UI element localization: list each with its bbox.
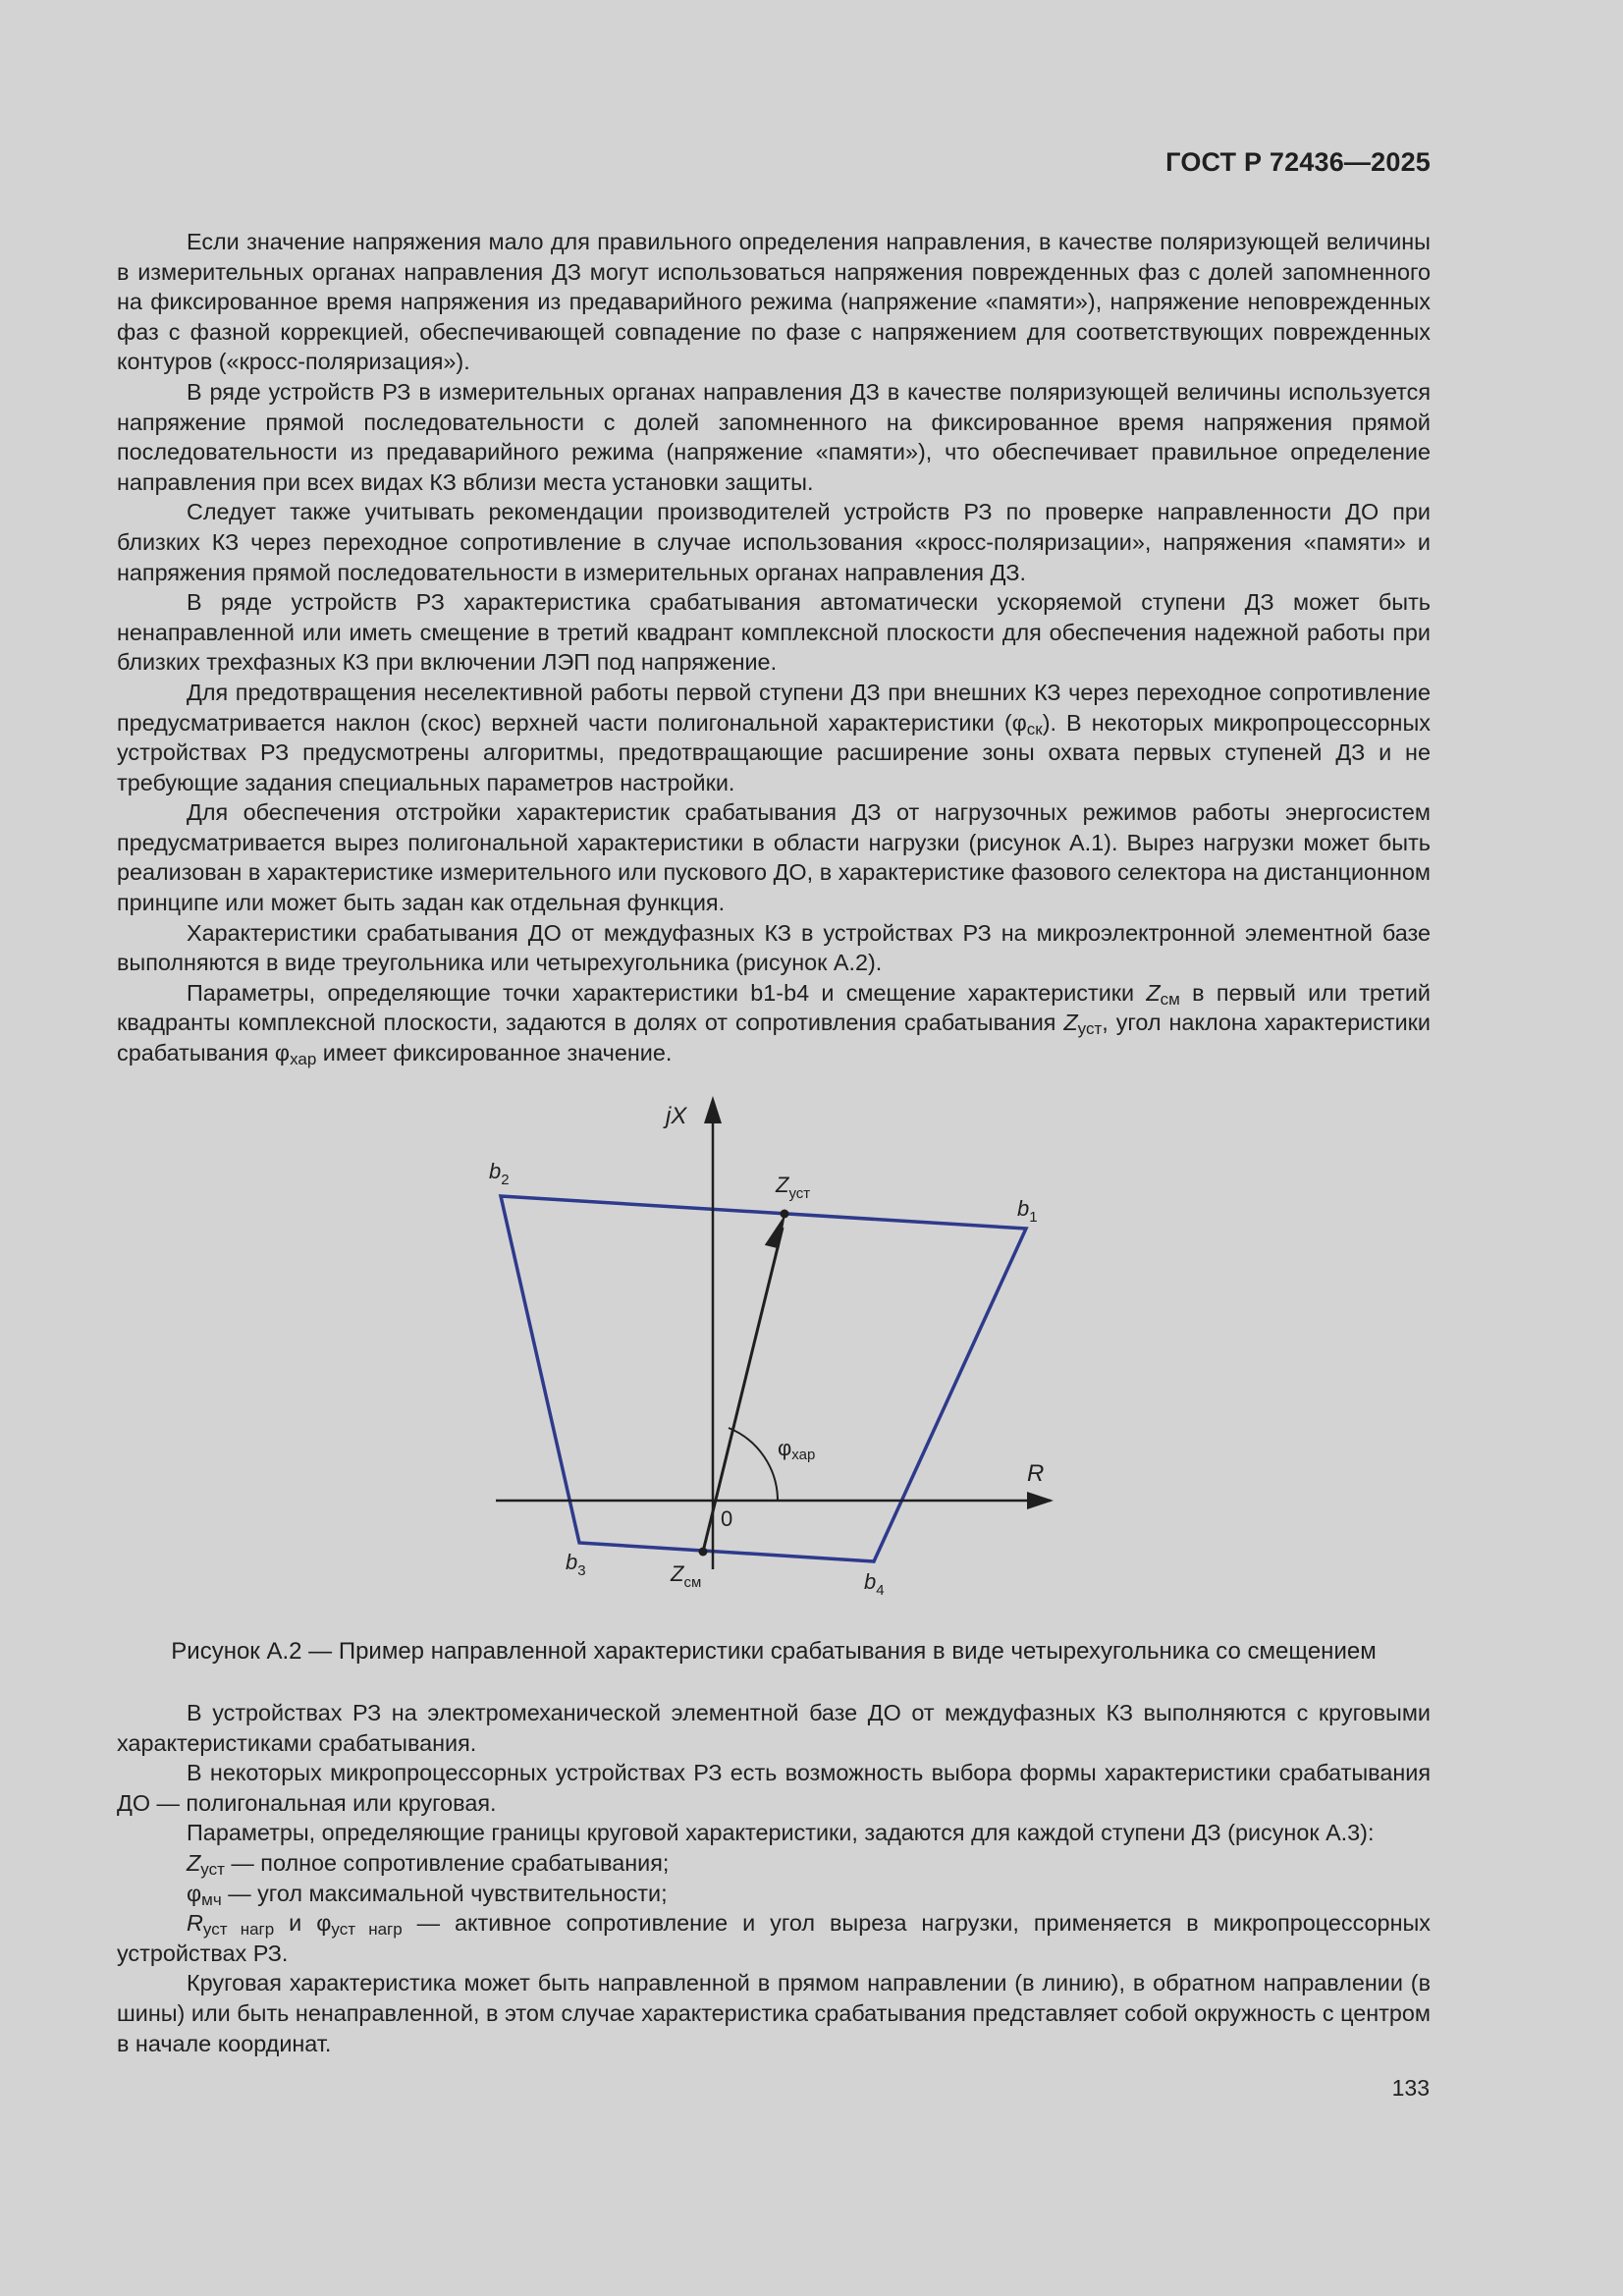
x-axis-label: R	[1027, 1460, 1045, 1487]
b4-label: $b_4$	[864, 1569, 885, 1599]
figure-caption: Рисунок А.2 — Пример направленной характеристики срабатывания в виде четырехугольника со смещением	[171, 1638, 1377, 1665]
list-item-rust: $R_{уст нагр}$ и $\varphi_{уст нагр}$ — активное сопротивление и угол выреза нагрузки, применяется в микропроцессорных устройствах РЗ.	[117, 1910, 1431, 1966]
list-item-zust: $Z_{уст}$ — полное сопротивление срабатывания;	[187, 1849, 670, 1879]
list-item-phimch: $\varphi_{мч}$ — угол максимальной чувствительности;	[187, 1880, 668, 1909]
paragraph-skos: Для предотвращения неселективной работы первой ступени ДЗ при внешних КЗ через переходное сопротивление предусматривается наклон (скос) верхней части полигональной характеристики $(\varphi_{ск})$. В некоторых микропроцессорных устройствах РЗ предусмотрены алгоритмы, предотвращающие расширение зоны охвата первых ступеней ДЗ и не требующие задания специальных параметров настройки.	[117, 679, 1431, 795]
phi-label: φхар	[778, 1436, 816, 1463]
paragraph: В ряде устройств РЗ в измерительных органах направления ДЗ в качестве поляризующей величины используется напряжение прямой последовательности с долей запомненного на фиксированное время напряжения прямой последовательности из предаварийного режима (напряжение «памяти»), что обеспечивает правильное определение направления при всех видах КЗ вблизи места установки защиты.	[117, 378, 1431, 495]
page-number: 133	[1391, 2075, 1430, 2101]
zust-label: $Z_{уст}$	[776, 1173, 811, 1202]
b1-label: $b_1$	[1017, 1196, 1038, 1226]
x-axis-arrow	[1027, 1492, 1054, 1509]
paragraph-params: Параметры, определяющие точки характеристики b1-b4 и смещение характеристики $Z_{см}$ в первый или третий квадранты комплексной плоскости, задаются в долях от сопротивления срабатывания $Z_{уст}$, угол наклона характеристики срабатывания $\varphi_{хар}$ имеет фиксированное значение.	[117, 979, 1431, 1069]
text-block-bottom	[117, 1698, 1431, 2058]
paragraph: В ряде устройств РЗ характеристика срабатывания автоматически ускоряемой ступени ДЗ может быть ненаправленной или иметь смещение в третий квадрант комплексной плоскости для обеспечения надежной работы при близких трехфазных КЗ при включении ЛЭП под напряжение.	[117, 589, 1431, 676]
b3-label: $b_3$	[566, 1550, 586, 1579]
paragraph: Следует также учитывать рекомендации производителей устройств РЗ по проверке направленности ДО при близких КЗ через переходное сопротивление в случае использования «кросс-поляризации», напряжения «памяти» и напряжения прямой последовательности в измерительных органах направления ДЗ.	[117, 499, 1431, 585]
b2-label: $b_2$	[489, 1159, 510, 1188]
zsm-point	[699, 1548, 708, 1557]
y-axis-arrow	[704, 1096, 722, 1123]
paragraph: В некоторых микропроцессорных устройствах РЗ есть возможность выбора формы характеристики срабатывания ДО — полигональная или круговая.	[117, 1760, 1431, 1816]
figure-svg	[471, 1088, 1080, 1609]
zust-point	[781, 1210, 789, 1219]
paragraph: Параметры, определяющие границы круговой характеристики, задаются для каждой ступени ДЗ (рисунок А.3):	[187, 1820, 1375, 1846]
characteristic-polygon	[501, 1196, 1026, 1561]
y-axis-label: jX	[666, 1103, 687, 1129]
zust-vector	[703, 1228, 783, 1552]
zsm-label: $Z_{см}$	[671, 1561, 702, 1591]
origin-label: 0	[721, 1506, 733, 1531]
paragraph: Если значение напряжения мало для правильного определения направления, в качестве поляризующей величины в измерительных органах направления ДЗ могут использоваться напряжения поврежденных фаз с долей запомненного на фиксированное время напряжения из предаварийного режима (напряжение «памяти»), напряжение неповрежденных фаз с фазной коррекцией, обеспечивающей совпадение по фазе с напряжением для соответствующих поврежденных контуров («кросс-поляризация»).	[117, 229, 1431, 375]
paragraph: Для обеспечения отстройки характеристик срабатывания ДЗ от нагрузочных режимов работы энергосистем предусматривается вырез полигональной характеристики в области нагрузки (рисунок А.1). Вырез нагрузки может быть реализован в характеристике измерительного или пускового ДО, в характеристике фазового селектора на дистанционном принципе или может быть задан как отдельная функция.	[117, 799, 1431, 916]
paragraph: Характеристики срабатывания ДО от междуфазных КЗ в устройствах РЗ на микроэлектронной элементной базе выполняются в виде треугольника или четырехугольника (рисунок А.2).	[117, 919, 1431, 976]
paragraph: В устройствах РЗ на электромеханической элементной базе ДО от междуфазных КЗ выполняются с круговыми характеристиками срабатывания.	[117, 1700, 1431, 1756]
text-block-top	[117, 227, 1431, 1068]
document-header: ГОСТ Р 72436—2025	[1165, 147, 1431, 177]
phi-angle-arc	[729, 1428, 778, 1501]
figure-quadrilateral-characteristic	[471, 1088, 1080, 1609]
paragraph: Круговая характеристика может быть направленной в прямом направлении (в линию), в обратном направлении (в шины) или быть ненаправленной, в этом случае характеристика срабатывания представляет собой окружность с центром в начале координат.	[117, 1970, 1431, 2056]
